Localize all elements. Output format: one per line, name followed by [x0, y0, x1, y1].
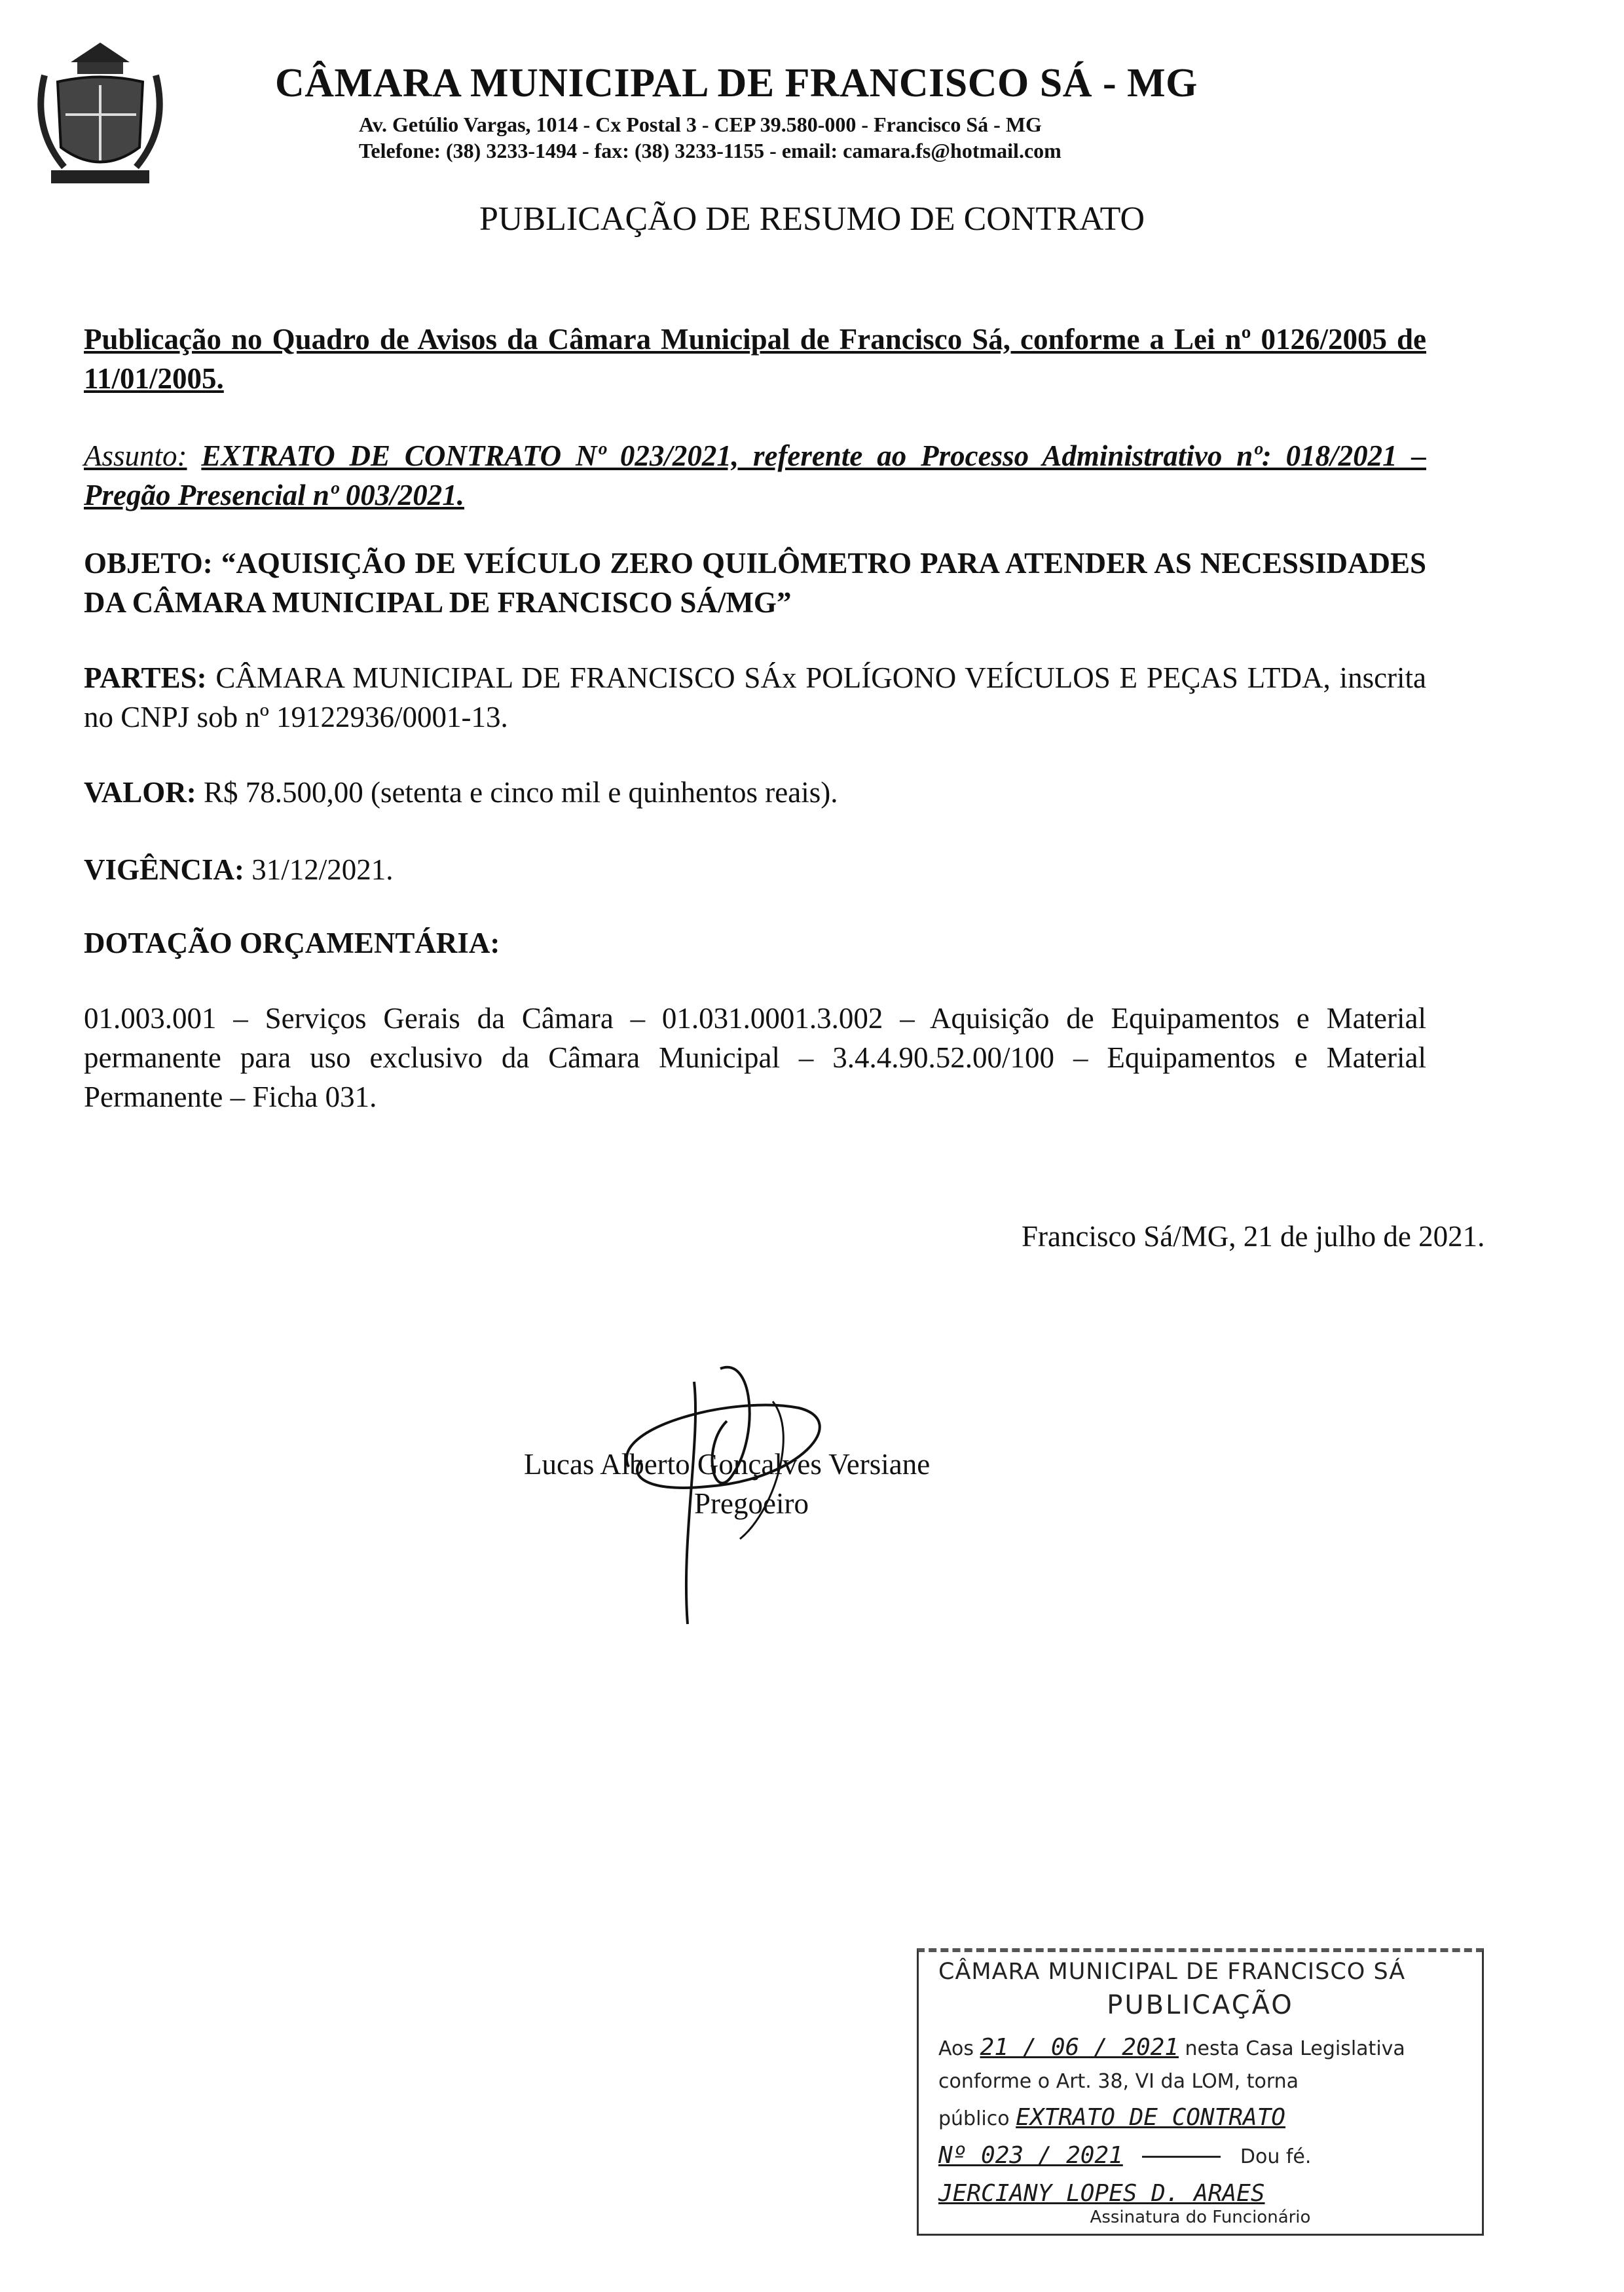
institution-title: CÂMARA MUNICIPAL DE FRANCISCO SÁ - MG [275, 61, 1198, 105]
value-label: VALOR: [84, 776, 196, 809]
signer-name: Lucas Alberto Gonçalves Versiane [524, 1448, 931, 1481]
stamp-number-line [938, 2142, 1311, 2169]
validity-label: VIGÊNCIA: [84, 853, 245, 886]
validity-text: 31/12/2021. [251, 853, 394, 886]
object-text: “AQUISIÇÃO DE VEÍCULO ZERO QUILÔMETRO PARA ATENDER AS NECESSIDADES DA CÂMARA MUNICIPAL DE FRANCISCO SÁ/MG” [84, 547, 1426, 619]
subject-block [84, 436, 1426, 515]
coat-of-arms-icon [31, 36, 169, 193]
stamp-signature-label: Assinatura do Funcionário [1090, 2208, 1311, 2227]
stamp-date-handwritten: 21 / 06 / 2021 [980, 2034, 1179, 2061]
publication-notice-text: Publicação no Quadro de Avisos da Câmara Municipal de Francisco Sá, conforme a Lei nº 0126/2005 de 11/01/2005. [84, 323, 1426, 395]
stamp-heading: PUBLICAÇÃO [1107, 1990, 1294, 2020]
stamp-public-line [938, 2104, 1285, 2131]
parties-block [84, 658, 1426, 737]
subject-text: EXTRATO DE CONTRATO Nº 023/2021, referente ao Processo Administrativo nº: 018/2021 – Pregão Presencial nº 003/2021. [84, 439, 1426, 511]
stamp-name-line [938, 2180, 1265, 2207]
parties-text: CÂMARA MUNICIPAL DE FRANCISCO SÁx POLÍGONO VEÍCULOS E PEÇAS LTDA, inscrita no CNPJ sob nº 19122936/0001-13. [84, 661, 1427, 733]
object-block [84, 544, 1426, 622]
place-date: Francisco Sá/MG, 21 de julho de 2021. [1022, 1220, 1485, 1253]
stamp-line3-rest: nesta Casa Legislativa [1185, 2037, 1405, 2060]
institution-contacts: Telefone: (38) 3233-1494 - fax: (38) 3233-1155 - email: camara.fs@hotmail.com [359, 139, 1061, 162]
budget-label-block [84, 923, 1426, 963]
stamp-law-line: conforme o Art. 38, VI da LOM, torna [938, 2070, 1299, 2093]
stamp-number-handwritten: Nº 023 / 2021 [938, 2142, 1123, 2169]
stamp-publico: público [938, 2107, 1010, 2130]
budget-text: 01.003.001 – Serviços Gerais da Câmara – 01.031.0001.3.002 – Aquisição de Equipamentos e Material permanente para uso exclusivo da Câmara Municipal – 3.4.4.90.52.00/100 – Equipamentos e Material Permanente – Ficha 031. [84, 1002, 1426, 1113]
object-label: OBJETO: [84, 547, 213, 580]
validity-block [84, 850, 1426, 889]
signer-role: Pregoeiro [694, 1487, 809, 1520]
institution-address: Av. Getúlio Vargas, 1014 - Cx Postal 3 - CEP 39.580-000 - Francisco Sá - MG [359, 113, 1042, 136]
stamp-dou-fe: Dou fé. [1240, 2145, 1312, 2168]
publication-stamp [917, 1948, 1484, 2236]
publication-notice [84, 320, 1426, 398]
budget-label: DOTAÇÃO ORÇAMENTÁRIA: [84, 927, 500, 959]
subject-label: Assunto: [84, 439, 187, 472]
value-text: R$ 78.500,00 (setenta e cinco mil e quinhentos reais). [203, 776, 838, 809]
stamp-date-line [938, 2034, 1405, 2061]
stamp-doc-handwritten: EXTRATO DE CONTRATO [1016, 2104, 1285, 2131]
parties-label: PARTES: [84, 661, 207, 694]
value-block [84, 773, 1426, 812]
stamp-institution: CÂMARA MUNICIPAL DE FRANCISCO SÁ [938, 1959, 1406, 1985]
stamp-aos: Aos [938, 2037, 974, 2060]
document-title: PUBLICAÇÃO DE RESUMO DE CONTRATO [479, 200, 1145, 238]
stamp-name-handwritten: JERCIANY LOPES D. ARAES [938, 2180, 1265, 2207]
